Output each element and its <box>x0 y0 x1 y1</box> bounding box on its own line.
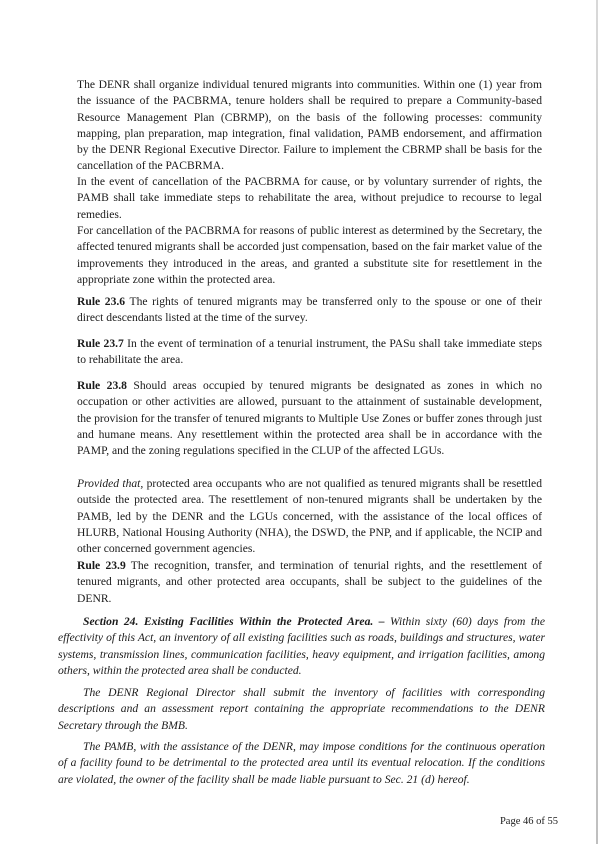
rule-text: The recognition, transfer, and termination of tenurial rights, and the resettlement of tenured migrants, and other protected area occupants, shall be subject to the guidelines of the DENR. <box>77 559 543 605</box>
section-24-inventory-paragraph: The DENR Regional Director shall submit the inventory of facilities with corresponding descriptions and an assessment report containing the appropriate recommendations to the DENR Secretary through the BMB. <box>58 686 545 732</box>
rule-number: Rule 23.6 <box>77 295 126 308</box>
section-24-conditions-paragraph: The PAMB, with the assistance of the DENR, may impose conditions for the continuous operation of a facility found to be detrimental to the protected area until its eventual relocation. If the conditions are violated, the owner of the facility shall be made liable pursuant to Sec. 21 (d) hereof. <box>58 740 545 786</box>
paragraph-cancellation-for-cause: In the event of cancellation of the PACBRMA for cause, or by voluntary surrender of rights, the PAMB shall take immediate steps to rehabilitate the area, without prejudice to recourse to legal remedies. <box>77 175 542 221</box>
rule-23-6 <box>77 294 542 327</box>
proviso-paragraph <box>77 476 542 557</box>
rule-23-7 <box>77 336 542 369</box>
paragraph-cbrmp: The DENR shall organize individual tenured migrants into communities. Within one (1) year from the issuance of the PACBRMA, tenure holders shall be required to prepare a Community-based Resource Management Plan (CBRMP), on the basis of the following processes: community mapping, plan preparation, map integration, final validation, PAMB endorsement, and affirmation by the DENR Regional Executive Director. Failure to implement the CBRMP shall be basis for the cancellation of the PACBRMA. <box>77 78 542 173</box>
rule-number: Rule 23.9 <box>77 559 126 572</box>
section-24-text: Within sixty (60) days from the effectivity of this Act, an inventory of all existing facilities such as roads, buildings and structures, water systems, transmission lines, communication facilities, heavy equipment, and irrigation facilities, among others, within the protected area shall be conducted. <box>58 615 545 677</box>
rule-number: Rule 23.7 <box>77 337 124 350</box>
rule-23-9 <box>77 558 542 607</box>
page-number: Page 46 of 55 <box>499 816 558 827</box>
rule-text: In the event of termination of a tenurial instrument, the PASu shall take immediate steps to rehabilitate the area. <box>77 337 543 367</box>
proviso-label: Provided that, <box>77 477 144 490</box>
section-24-paragraph <box>58 614 545 679</box>
section-24-heading: Section 24. Existing Facilities Within the Protected Area. – <box>83 615 385 628</box>
rule-23-8 <box>77 378 542 459</box>
rule-text: The rights of tenured migrants may be transferred only to the spouse or one of their direct descendants listed at the time of the survey. <box>77 295 543 325</box>
rule-number: Rule 23.8 <box>77 379 127 392</box>
rule-text: Should areas occupied by tenured migrants be designated as zones in which no occupation or other activities are allowed, pursuant to the attainment of sustainable development, the provision for the transfer of tenured migrants to Multiple Use Zones or buffer zones through just and humane means. Any resettlement within the protected area shall be in accordance with the PAMP, and the zoning regulations specified in the CLUP of the affected LGUs. <box>77 379 542 458</box>
paragraph-cancellation-public-interest: For cancellation of the PACBRMA for reasons of public interest as determined by the Secretary, the affected tenured migrants shall be accorded just compensation, based on the fair market value of the improvements they introduced in the areas, and granted a substitute site for resettlement in the appropriate zone within the protected area. <box>77 224 542 286</box>
proviso-text: protected area occupants who are not qualified as tenured migrants shall be resettled outside the protected area. The resettlement of non-tenured migrants shall be undertaken by the PAMB, led by the DENR and the LGUs concerned, with the assistance of the local offices of HLURB, National Housing Authority (NHA), the DSWD, the PNP, and if applicable, the NCIP and other concerned government agencies. <box>77 477 542 556</box>
